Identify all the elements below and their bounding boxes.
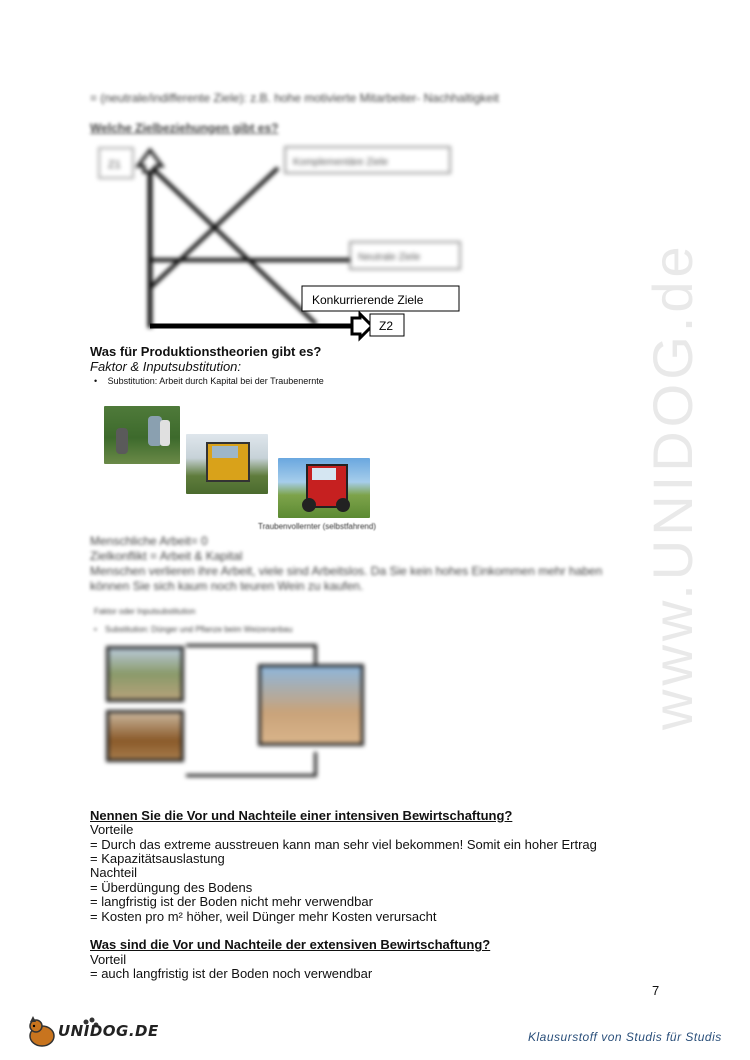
page-number: 7	[652, 983, 660, 998]
production-bullet-row	[94, 376, 324, 386]
x-axis-arrow	[352, 314, 372, 338]
production-bullet-text: Substitution: Arbeit durch Kapital bei der Traubenernte	[107, 376, 324, 386]
blurred-figure-bullet: Substitution: Dünger und Pflanze beim Weizenanbau	[105, 625, 293, 634]
blurred-figure-bullet-row	[94, 625, 293, 634]
goal-relationship-diagram	[90, 138, 470, 343]
z1-label: Z1	[108, 159, 121, 171]
intensive-question: Nennen Sie die Vor und Nachteile einer intensiven Bewirtschaftung?	[90, 808, 513, 823]
intensive-vorteil-1: = Durch das extreme ausstreuen kann man sehr viel bekommen! Somit ein hoher Ertrag	[90, 837, 597, 852]
y-axis-arrow	[138, 150, 162, 172]
extensive-vorteil-label: Vorteil	[90, 952, 127, 967]
blurred-line-2: Zielkonflikt = Arbeit & Kapital	[90, 549, 243, 563]
blurred-line-1: Menschliche Arbeit= 0	[90, 534, 208, 548]
blurred-line-3: Menschen verlieren ihre Arbeit, viele sind Arbeitslos. Da Sie kein hohes Einkommen mehr haben	[90, 564, 603, 578]
production-heading: Was für Produktionstheorien gibt es?	[90, 344, 322, 359]
footer-tagline: Klausurstoff von Studis für Studis	[528, 1030, 722, 1044]
z2-label: Z2	[379, 319, 394, 333]
photo-caption: Traubenvollernter (selbstfahrend)	[258, 522, 376, 531]
photo-manual-harvest	[104, 406, 180, 464]
extensive-question: Was sind die Vor und Nachteile der extensiven Bewirtschaftung?	[90, 937, 491, 952]
bullet-dot: •	[94, 376, 98, 386]
competing-line	[152, 168, 316, 324]
konkurrierend-label: Konkurrierende Ziele	[312, 293, 424, 307]
intensive-vorteil-2: = Kapazitätsauslastung	[90, 851, 225, 866]
blurred-line-4: können Sie sich kaum noch teuren Wein zu kaufen.	[90, 579, 364, 593]
blurred-figure-title: Faktor oder Inputsubstitution	[94, 607, 196, 616]
intensive-vorteile-label: Vorteile	[90, 822, 134, 837]
watermark: www.UNIDOG.de	[641, 242, 704, 730]
intensive-nachteil-label: Nachteil	[90, 865, 137, 880]
blurred-intro-line: = (neutrale/indifferente Ziele): z.B. hohe motivierte Mitarbeiter- Nachhaltigkeit	[90, 91, 499, 105]
blurred-bullet-dot: •	[94, 625, 97, 634]
extensive-vorteil: = auch langfristig ist der Boden noch verwendbar	[90, 966, 373, 981]
intensive-nachteil-1: = Überdüngung des Bodens	[90, 880, 253, 895]
photo-harvester-red	[278, 458, 370, 518]
komplementaer-label: Komplementäre Ziele	[293, 157, 389, 168]
neutral-label: Neutrale Ziele	[358, 252, 421, 263]
intensive-nachteil-2: = langfristig ist der Boden nicht mehr verwendbar	[90, 894, 373, 909]
intensive-nachteil-3: = Kosten pro m² höher, weil Dünger mehr Kosten verursacht	[90, 909, 437, 924]
photo-harvester-yellow	[186, 434, 268, 494]
diagram-heading: Welche Zielbeziehungen gibt es?	[90, 121, 279, 135]
production-subheading: Faktor & Inputsubstitution:	[90, 359, 242, 374]
blurred-figure-graphic	[100, 640, 365, 780]
logo-text: UNIDOG.DE	[58, 1022, 159, 1040]
